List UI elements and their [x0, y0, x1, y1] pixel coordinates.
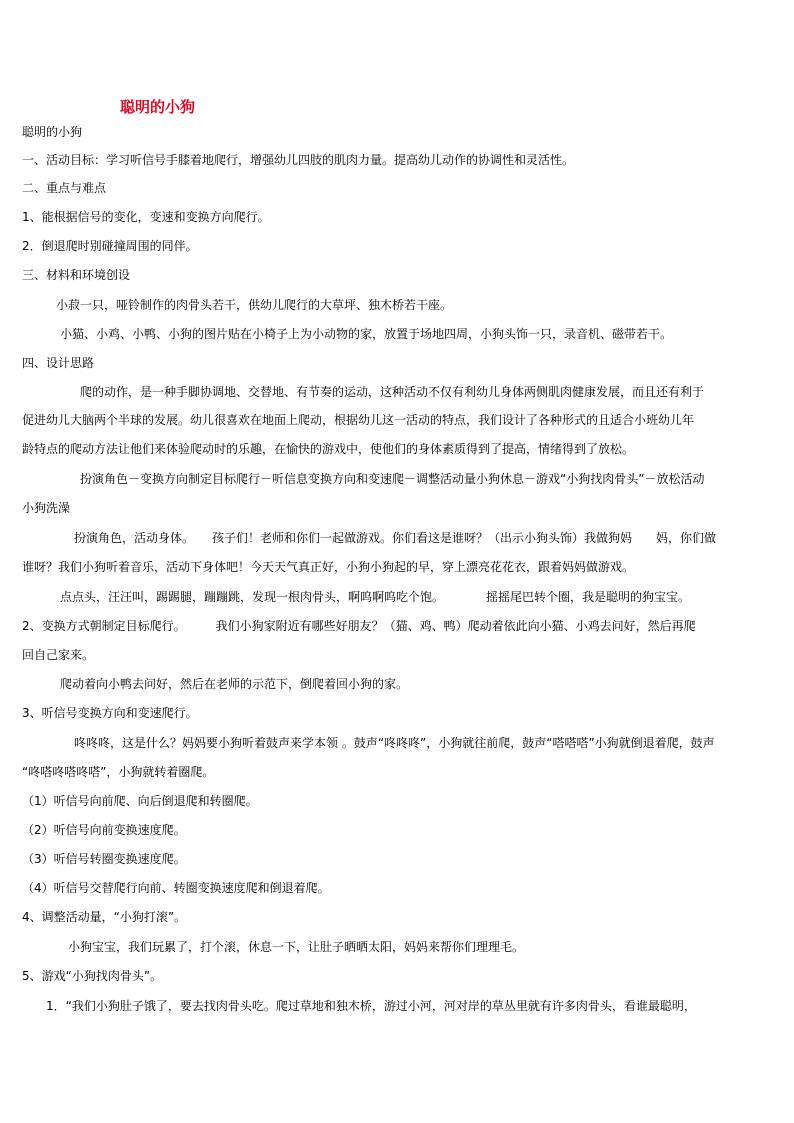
paragraph-drum-line-1: 咚咚咚，这是什么？妈妈要小狗听着鼓声来学本领 。鼓声“咚咚咚”，小狗就往前爬，鼓声“嗒嗒嗒”小狗就倒退着爬，鼓声 [74, 736, 715, 750]
paragraph-step-4: 4、调整活动量，“小狗打滚”。 [22, 910, 187, 924]
paragraph-step-3: 3、听信号变换方向和变速爬行。 [22, 706, 198, 720]
paragraph-flow-line-1: 扮演角色－变换方向制定目标爬行－听信息变换方向和变速爬－调整活动量小狗休息－游戏“小狗找肉骨头”－放松活动 [80, 472, 705, 486]
paragraph-role-line-1: 扮演角色，活动身体。 孩子们！老师和你们一起做游戏。你们看这是谁呀？（出示小狗头饰）我做狗妈 妈，你们做 [74, 531, 717, 545]
paragraph-design-line-3: 龄特点的爬动方法让他们来体验爬动时的乐趣，在愉快的游戏中，使他们的身体素质得到了提高，情绪得到了放松。 [22, 442, 635, 456]
paragraph-design-line-2: 促进幼儿大脑两个半球的发展。幼儿很喜欢在地面上爬动，根据幼儿这一活动的特点，我们设计了各种形式的且适合小班幼儿年 [22, 413, 695, 427]
paragraph-step-2-line-1: 2、变换方式朝制定目标爬行。 我们小狗家附近有哪些好朋友？（猫、鸡、鸭）爬动着依此向小猫、小鸡去问好，然后再爬 [22, 619, 696, 633]
paragraph-drum-line-2: “咚嗒咚嗒咚嗒”，小狗就转着圈爬。 [22, 765, 215, 779]
paragraph-materials-1: 小菽一只，哑铃制作的肉骨头若干，供幼儿爬行的大草坪、独木桥若干座。 [56, 298, 453, 312]
paragraph-materials-2: 小猫、小鸡、小鸭、小狗的图片贴在小椅子上为小动物的家，放置于场地四周，小狗头饰一只，录音机、磁带若干。 [60, 327, 673, 341]
list-item-3: （3）听信号转圈变换速度爬。 [22, 852, 186, 866]
paragraph-duck-visit: 爬动着向小鸭去问好，然后在老师的示范下，倒爬着回小狗的家。 [60, 677, 409, 691]
paragraph-role-line-2: 谁呀？我们小狗听着音乐，活动下身体吧！今天天气真正好，小狗小狗起的早，穿上漂亮花花衣，跟着妈妈做游戏。 [22, 560, 635, 574]
list-item-1: （1）听信号向前爬、向后倒退爬和转圈爬。 [22, 794, 258, 808]
paragraph-step-5: 5、游戏“小狗找肉骨头”。 [22, 969, 163, 983]
paragraph-rhyme: 点点头，汪汪叫，踢踢腿，蹦蹦跳，发现一根肉骨头，啊呜啊呜吃个饱。 摇摇尾巴转个圈，我是聪明的狗宝宝。 [60, 590, 691, 604]
paragraph-objective: 一、活动目标：学习听信号手膝着地爬行，增强幼儿四肢的肌肉力量。提高幼儿动作的协调性和灵活性。 [22, 153, 575, 167]
paragraph-step-2-line-2: 回自己家来。 [22, 648, 95, 662]
paragraph-rest: 小狗宝宝，我们玩累了，打个滚，休息一下，让肚子晒晒太阳，妈妈来帮你们理理毛。 [68, 940, 525, 954]
paragraph-flow-line-2: 小狗洗澡 [22, 501, 71, 515]
list-item-4: （4）听信号交替爬行向前、转圈变换速度爬和倒退着爬。 [22, 881, 330, 895]
paragraph-point-2: 2．倒退爬时别碰撞周围的同伴。 [22, 239, 198, 253]
paragraph-game-line-1: 1．“我们小狗肚子饿了，要去找肉骨头吃。爬过草地和独木桥，游过小河，河对岸的草丛里就有许多肉骨头，看谁最聪明， [46, 999, 696, 1013]
paragraph-design-line-1: 爬的动作，是一种手脚协调地、交替地、有节奏的运动，这种活动不仅有利幼儿身体两侧肌肉健康发展，而且还有利于 [80, 385, 705, 399]
heading-design: 四、设计思路 [22, 356, 95, 370]
paragraph-point-1: 1、能根据信号的变化，变速和变换方向爬行。 [22, 210, 270, 224]
heading-key-points: 二、重点与难点 [22, 181, 107, 195]
subtitle: 聪明的小狗 [22, 125, 83, 139]
document-title: 聪明的小狗 [120, 98, 196, 116]
heading-materials: 三、材料和环境创设 [22, 268, 131, 282]
list-item-2: （2）听信号向前变换速度爬。 [22, 823, 186, 837]
